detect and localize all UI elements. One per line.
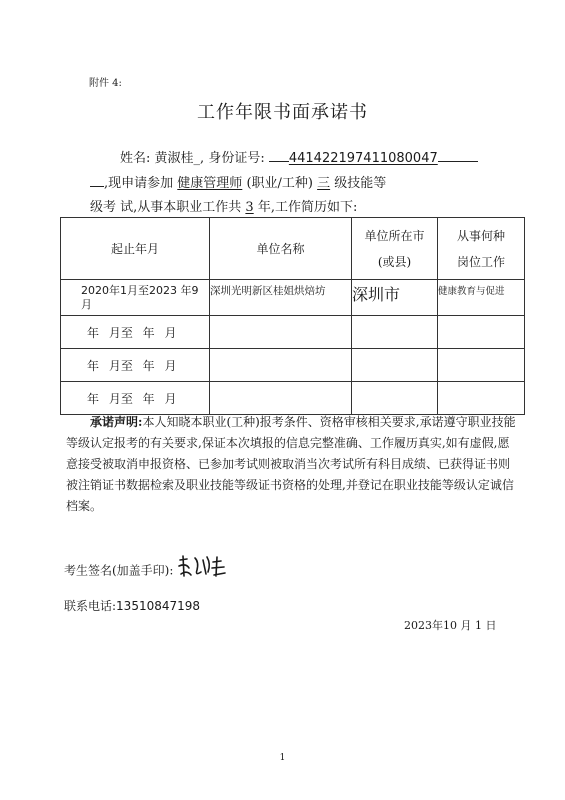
signature-image bbox=[177, 558, 231, 584]
id-label: 身份证号: bbox=[208, 151, 265, 166]
name-label: 姓名: bbox=[120, 151, 151, 166]
row-unit bbox=[210, 349, 352, 382]
skill-level: 三 bbox=[317, 176, 331, 191]
row-job bbox=[438, 316, 525, 349]
occupation-name: 健康管理师 bbox=[177, 176, 243, 191]
years-suffix: 年,工作简历如下: bbox=[257, 200, 358, 215]
row-job bbox=[438, 349, 525, 382]
phone-line bbox=[64, 597, 200, 614]
row-period: 年 月至 年 月 bbox=[61, 349, 210, 382]
table-row bbox=[61, 349, 525, 382]
row-period: 2020年1月至2023 年9月 bbox=[61, 280, 210, 316]
row-job: 健康教育与促进 bbox=[438, 280, 525, 316]
declaration-box bbox=[60, 406, 524, 534]
occupation-type: (职业/工种) bbox=[246, 176, 313, 191]
id-blank-left bbox=[269, 149, 289, 162]
row-city: 深圳市 bbox=[352, 280, 438, 316]
row-period: 年 月至 年 月 bbox=[61, 382, 210, 415]
header-city: 单位所在市 (或县) bbox=[352, 218, 438, 280]
signature-label bbox=[64, 558, 231, 584]
signing-date: 2023年10 月 1 日 bbox=[404, 619, 497, 632]
row-period: 年 月至 年 月 bbox=[61, 316, 210, 349]
apply-prefix: ,现申请参加 bbox=[104, 176, 174, 191]
years-worked: 3 bbox=[245, 200, 254, 215]
work-history-table bbox=[60, 217, 525, 415]
level-suffix: 级技能等 bbox=[334, 176, 387, 191]
name-id-line bbox=[120, 147, 478, 166]
exam-prefix: 级考 试,从事本职业工作共 bbox=[90, 200, 242, 215]
applicant-name: 黄淑桂 bbox=[154, 151, 194, 166]
row-unit: 深圳光明新区桂姐烘焙坊 bbox=[210, 280, 352, 316]
row-unit bbox=[210, 316, 352, 349]
header-period: 起止年月 bbox=[61, 218, 210, 280]
experience-line bbox=[90, 196, 357, 215]
header-job: 从事何种 岗位工作 bbox=[438, 218, 525, 280]
phone-number: 13510847198 bbox=[116, 599, 201, 613]
page-number: 1 bbox=[279, 753, 286, 763]
declaration-label: 承诺声明: bbox=[90, 415, 143, 429]
signature-label-text: 考生签名(加盖手印): bbox=[64, 563, 174, 578]
name-separator: _, bbox=[193, 151, 205, 166]
row-city bbox=[352, 316, 438, 349]
attachment-label: 附件 4: bbox=[89, 78, 122, 89]
header-unit: 单位名称 bbox=[210, 218, 352, 280]
phone-label: 联系电话: bbox=[64, 599, 117, 613]
id-blank-right bbox=[438, 149, 478, 162]
id-number: 441422197411080047 bbox=[288, 151, 438, 166]
declaration-text: 本人知晓本职业(工种)报考条件、资格审核相关要求,承诺遵守职业技能等级认定报考的有关要求,保证本次填报的信息完整准确、工作履历真实,如有虚假,愿意接受被取消申报资格、已参加考试则被取消当次考试所有科目成绩、已获得证书则被注销证书数据检索及职业技能等级证书资格的处理,并登记在职业技能等级认定诚信档案。 bbox=[66, 415, 516, 513]
row-city bbox=[352, 349, 438, 382]
application-line bbox=[90, 172, 386, 191]
table-header-row bbox=[61, 218, 525, 280]
document-title: 工作年限书面承诺书 bbox=[197, 102, 368, 123]
table-row bbox=[61, 280, 525, 316]
table-row bbox=[61, 316, 525, 349]
prefix-blank bbox=[90, 174, 104, 187]
signature-scribble bbox=[177, 554, 231, 580]
